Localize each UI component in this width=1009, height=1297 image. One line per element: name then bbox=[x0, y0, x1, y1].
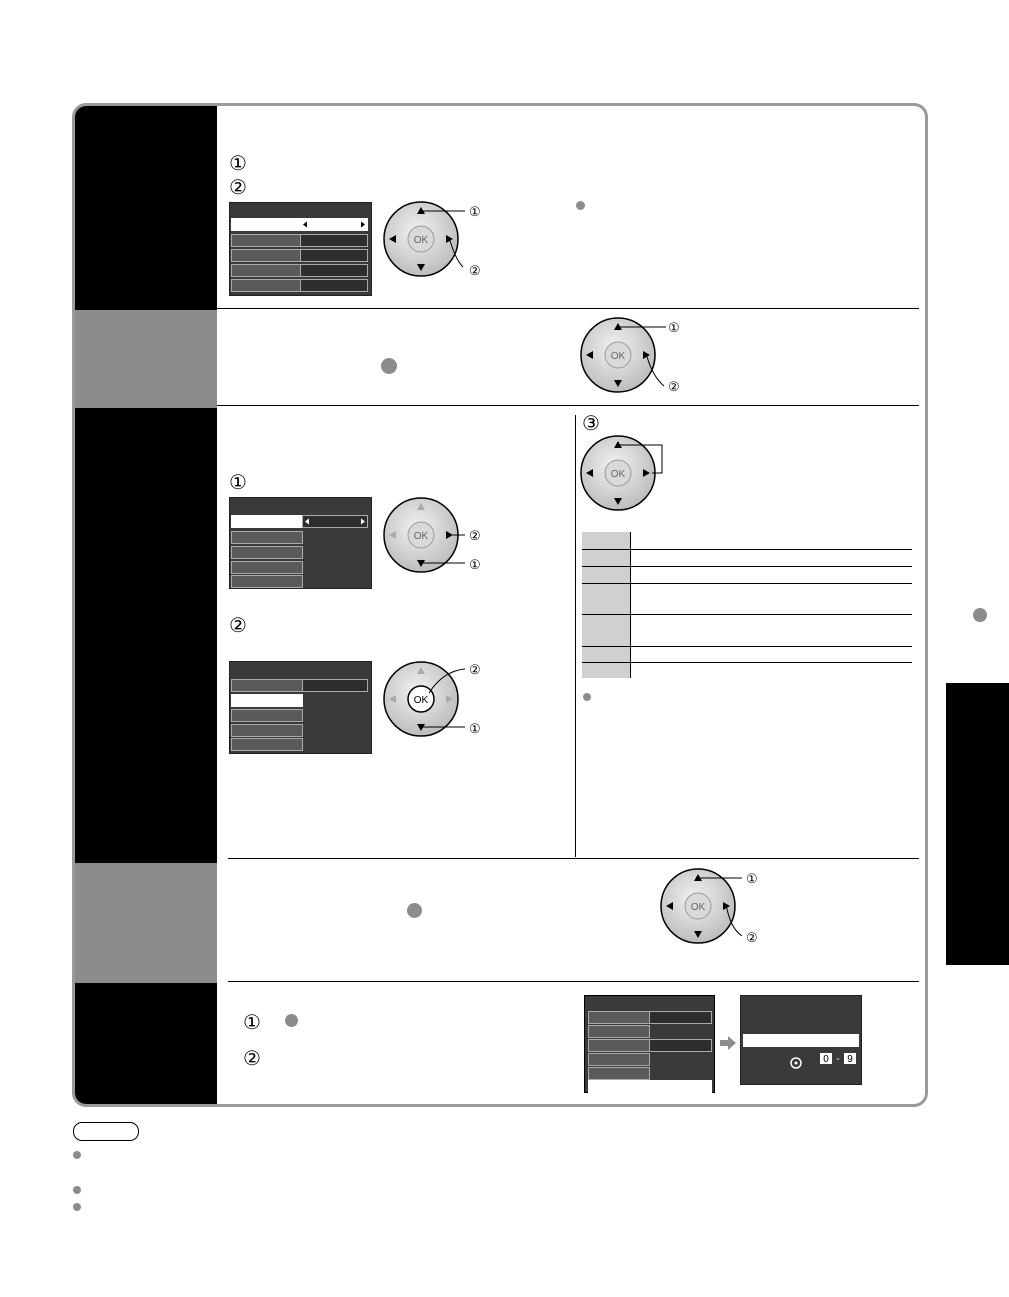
step-4-reference-icon bbox=[285, 1014, 298, 1027]
divider bbox=[217, 405, 919, 406]
pin-entry-screen bbox=[740, 995, 862, 1085]
osd-menu-screen bbox=[229, 661, 372, 754]
osd-menu-row bbox=[231, 561, 303, 574]
osd-menu-value-selected bbox=[302, 515, 368, 528]
note-bullet bbox=[73, 1151, 81, 1159]
divider bbox=[217, 308, 919, 309]
step-5-sidebar bbox=[75, 983, 217, 1104]
step-marker: ② bbox=[229, 175, 247, 199]
ok-label: OK bbox=[610, 351, 626, 362]
osd-menu-row-selected bbox=[231, 515, 303, 528]
osd-menu-value bbox=[302, 679, 368, 692]
osd-menu-value-selected bbox=[300, 218, 368, 231]
step-marker: ① bbox=[229, 470, 247, 494]
osd-menu-row bbox=[231, 279, 301, 292]
osd-menu-screen bbox=[229, 497, 372, 589]
dpad-remote-icon bbox=[660, 866, 770, 951]
callout-2: ② bbox=[668, 379, 680, 394]
step-marker: ② bbox=[229, 613, 247, 637]
ok-label: OK bbox=[413, 695, 429, 706]
osd-menu-row bbox=[231, 234, 301, 247]
step-marker: ① bbox=[229, 151, 247, 175]
osd-menu-value bbox=[649, 1039, 712, 1052]
arrow-right-icon bbox=[720, 1036, 736, 1050]
bullet-dot bbox=[973, 608, 987, 622]
digit-from: 0 bbox=[823, 1054, 829, 1065]
callout-1: ① bbox=[469, 721, 481, 736]
dpad-remote-icon bbox=[383, 495, 493, 580]
note-bullet bbox=[73, 1203, 81, 1211]
osd-menu-row bbox=[231, 679, 303, 692]
osd-menu-value bbox=[300, 234, 368, 247]
pin-input-field bbox=[743, 1034, 859, 1047]
callout-1: ① bbox=[668, 320, 680, 335]
bullet-dot bbox=[576, 201, 585, 210]
osd-menu-value bbox=[649, 1011, 712, 1024]
callout-2: ② bbox=[746, 930, 758, 945]
ok-label: OK bbox=[690, 902, 706, 913]
osd-menu-value bbox=[300, 264, 368, 277]
divider bbox=[228, 858, 919, 859]
step-1-sidebar bbox=[75, 106, 217, 310]
digit-dash: - bbox=[836, 1054, 840, 1065]
note-badge bbox=[73, 1122, 139, 1141]
section-tab bbox=[946, 683, 1009, 965]
osd-menu-row bbox=[231, 709, 303, 722]
column-divider bbox=[575, 415, 576, 857]
ok-label: OK bbox=[413, 235, 429, 246]
button-icon bbox=[381, 358, 397, 374]
bullet-dot bbox=[583, 693, 591, 701]
osd-menu-row bbox=[588, 1067, 650, 1080]
step-2-sidebar bbox=[75, 310, 217, 408]
osd-menu-row bbox=[588, 1053, 650, 1066]
osd-menu-row bbox=[231, 738, 303, 751]
osd-menu-row bbox=[231, 264, 301, 277]
dpad-remote-icon bbox=[383, 659, 493, 744]
osd-menu-value bbox=[300, 249, 368, 262]
dpad-remote-icon bbox=[383, 197, 493, 282]
osd-menu-row bbox=[231, 546, 303, 559]
step-3-sidebar bbox=[75, 408, 217, 863]
ok-label: OK bbox=[610, 469, 626, 480]
callout-1: ① bbox=[746, 871, 758, 886]
button-icon bbox=[407, 903, 422, 918]
osd-menu-row-selected bbox=[231, 218, 301, 231]
osd-menu-row bbox=[231, 249, 301, 262]
osd-menu-row bbox=[231, 724, 303, 737]
osd-menu-row bbox=[588, 1039, 650, 1052]
settings-table bbox=[582, 532, 912, 678]
dpad-remote-icon bbox=[580, 435, 670, 513]
osd-menu-row-selected bbox=[231, 694, 303, 707]
osd-menu-row bbox=[588, 1011, 650, 1024]
osd-menu-row bbox=[231, 531, 303, 544]
osd-menu-row bbox=[588, 1025, 650, 1038]
callout-2: ② bbox=[469, 662, 481, 677]
osd-menu-row bbox=[231, 575, 303, 588]
osd-menu-row-selected bbox=[588, 1080, 712, 1093]
step-marker: ① bbox=[243, 1010, 261, 1034]
osd-menu-screen bbox=[229, 202, 372, 296]
step-4-sidebar bbox=[75, 863, 217, 983]
note-bullet bbox=[73, 1186, 81, 1194]
callout-2: ② bbox=[469, 528, 481, 543]
osd-menu-screen bbox=[584, 995, 715, 1093]
divider bbox=[228, 981, 919, 982]
digit-to: 9 bbox=[847, 1054, 853, 1065]
ok-label: OK bbox=[413, 531, 429, 542]
callout-1: ① bbox=[469, 557, 481, 572]
callout-2: ② bbox=[469, 263, 481, 278]
dpad-remote-icon bbox=[580, 314, 690, 399]
step-marker: ② bbox=[243, 1046, 261, 1070]
osd-menu-value bbox=[300, 279, 368, 292]
step-marker: ③ bbox=[582, 411, 600, 435]
callout-1: ① bbox=[469, 204, 481, 219]
